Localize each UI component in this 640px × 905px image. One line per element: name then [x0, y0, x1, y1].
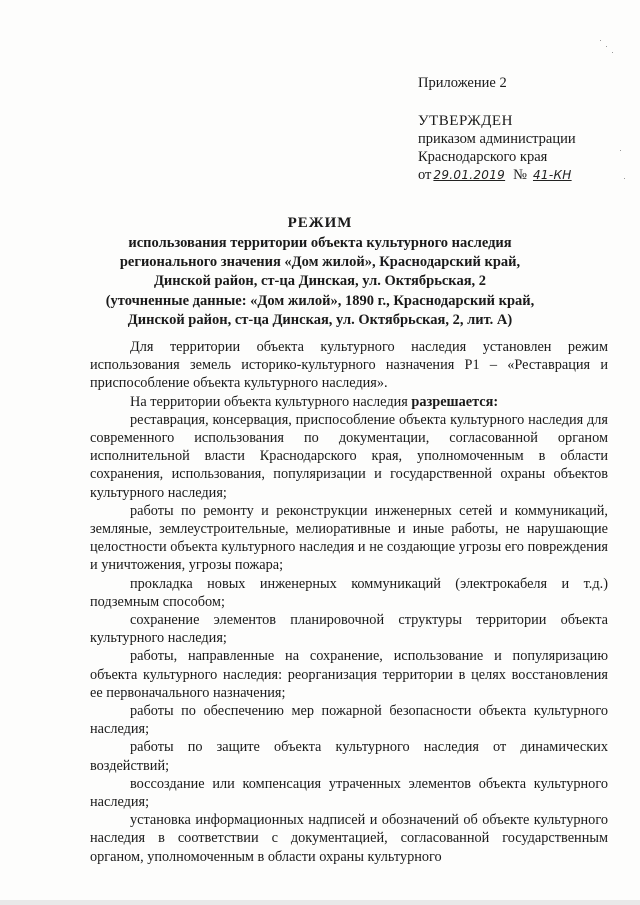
- scan-speck: [620, 150, 621, 151]
- title-line-1: использования территории объекта культурного наследия: [128, 235, 512, 251]
- list-item: воссоздание или компенсация утраченных элементов объекта культурного наследия;: [90, 775, 608, 811]
- title-line-2: регионального значения «Дом жилой», Краснодарский край,: [119, 254, 521, 271]
- scan-bottom-edge: [0, 900, 640, 905]
- order-date-number-line: [418, 166, 576, 184]
- handwritten-date: 29.01.2019: [433, 168, 506, 182]
- title-line-4: (уточненные данные: «Дом жилой», 1890 г., Краснодарский край,: [105, 292, 535, 309]
- list-item: работы по ремонту и реконструкции инженерных сетей и коммуникаций, земляные, землеустроительные, мелиоративные и иные работы, не нарушающие целостности объекта культурного наследия и не создающие угрозы его повреждения и уничтожения, угрозы пожара;: [90, 502, 608, 574]
- intro-paragraph: Для территории объекта культурного наследия установлен режим использования земель историко-культурного назначения Р1 – «Реставрация и приспособление объекта культурного наследия».: [90, 339, 608, 392]
- permitted-lead-text: На территории объекта культурного наследия: [130, 393, 412, 410]
- order-label: приказом администрации: [418, 131, 576, 147]
- permitted-bold-label: разрешается:: [411, 393, 499, 410]
- scan-speck: [624, 178, 625, 179]
- permitted-heading-paragraph: [90, 393, 608, 411]
- title-line-5: Динской район, ст-ца Динская, ул. Октябрьская, 2, лит. А): [127, 311, 513, 328]
- scan-speck: [612, 52, 613, 53]
- list-item: установка информационных надписей и обозначений об объекте культурного наследия в соответствии с документацией, согласованной государственным органом, уполномоченным в области охраны культурного: [90, 812, 608, 865]
- list-item: реставрация, консервация, приспособление объекта культурного наследия для современного использования по документации, согласованной органом исполнительной власти Краснодарского края, уполномоченным в области сохранения, использования, популяризации и государственной охраны объектов культурного наследия;: [90, 411, 608, 501]
- document-title: РЕЖИМ: [287, 215, 353, 231]
- annex-label: Приложение 2: [418, 75, 507, 91]
- from-label: от: [418, 167, 432, 183]
- list-item: работы по защите объекта культурного наследия от динамических воздействий;: [90, 739, 608, 774]
- document-title-block: [80, 215, 560, 330]
- list-item: работы по обеспечению мер пожарной безопасности объекта культурного наследия;: [90, 703, 608, 738]
- document-body: [90, 338, 608, 866]
- approved-label: УТВЕРЖДЕН: [418, 113, 513, 129]
- approval-stamp-block: [418, 74, 576, 184]
- list-item: работы, направленные на сохранение, использование и популяризацию объекта культурного наследия: реорганизация территории в целях восстановления ее первоначального назначения;: [90, 648, 608, 701]
- list-item: прокладка новых инженерных коммуникаций (электрокабеля и т.д.) подземным способом;: [90, 575, 608, 610]
- region-label: Краснодарского края: [418, 149, 548, 165]
- title-line-3: Динской район, ст-ца Динская, ул. Октябрьская, 2: [153, 273, 487, 290]
- list-item: сохранение элементов планировочной структуры территории объекта культурного наследия;: [90, 612, 608, 647]
- scan-speck: [600, 40, 601, 41]
- number-sign: №: [513, 167, 527, 183]
- scan-speck: [606, 46, 607, 47]
- handwritten-order-number: 41-КН: [532, 168, 572, 182]
